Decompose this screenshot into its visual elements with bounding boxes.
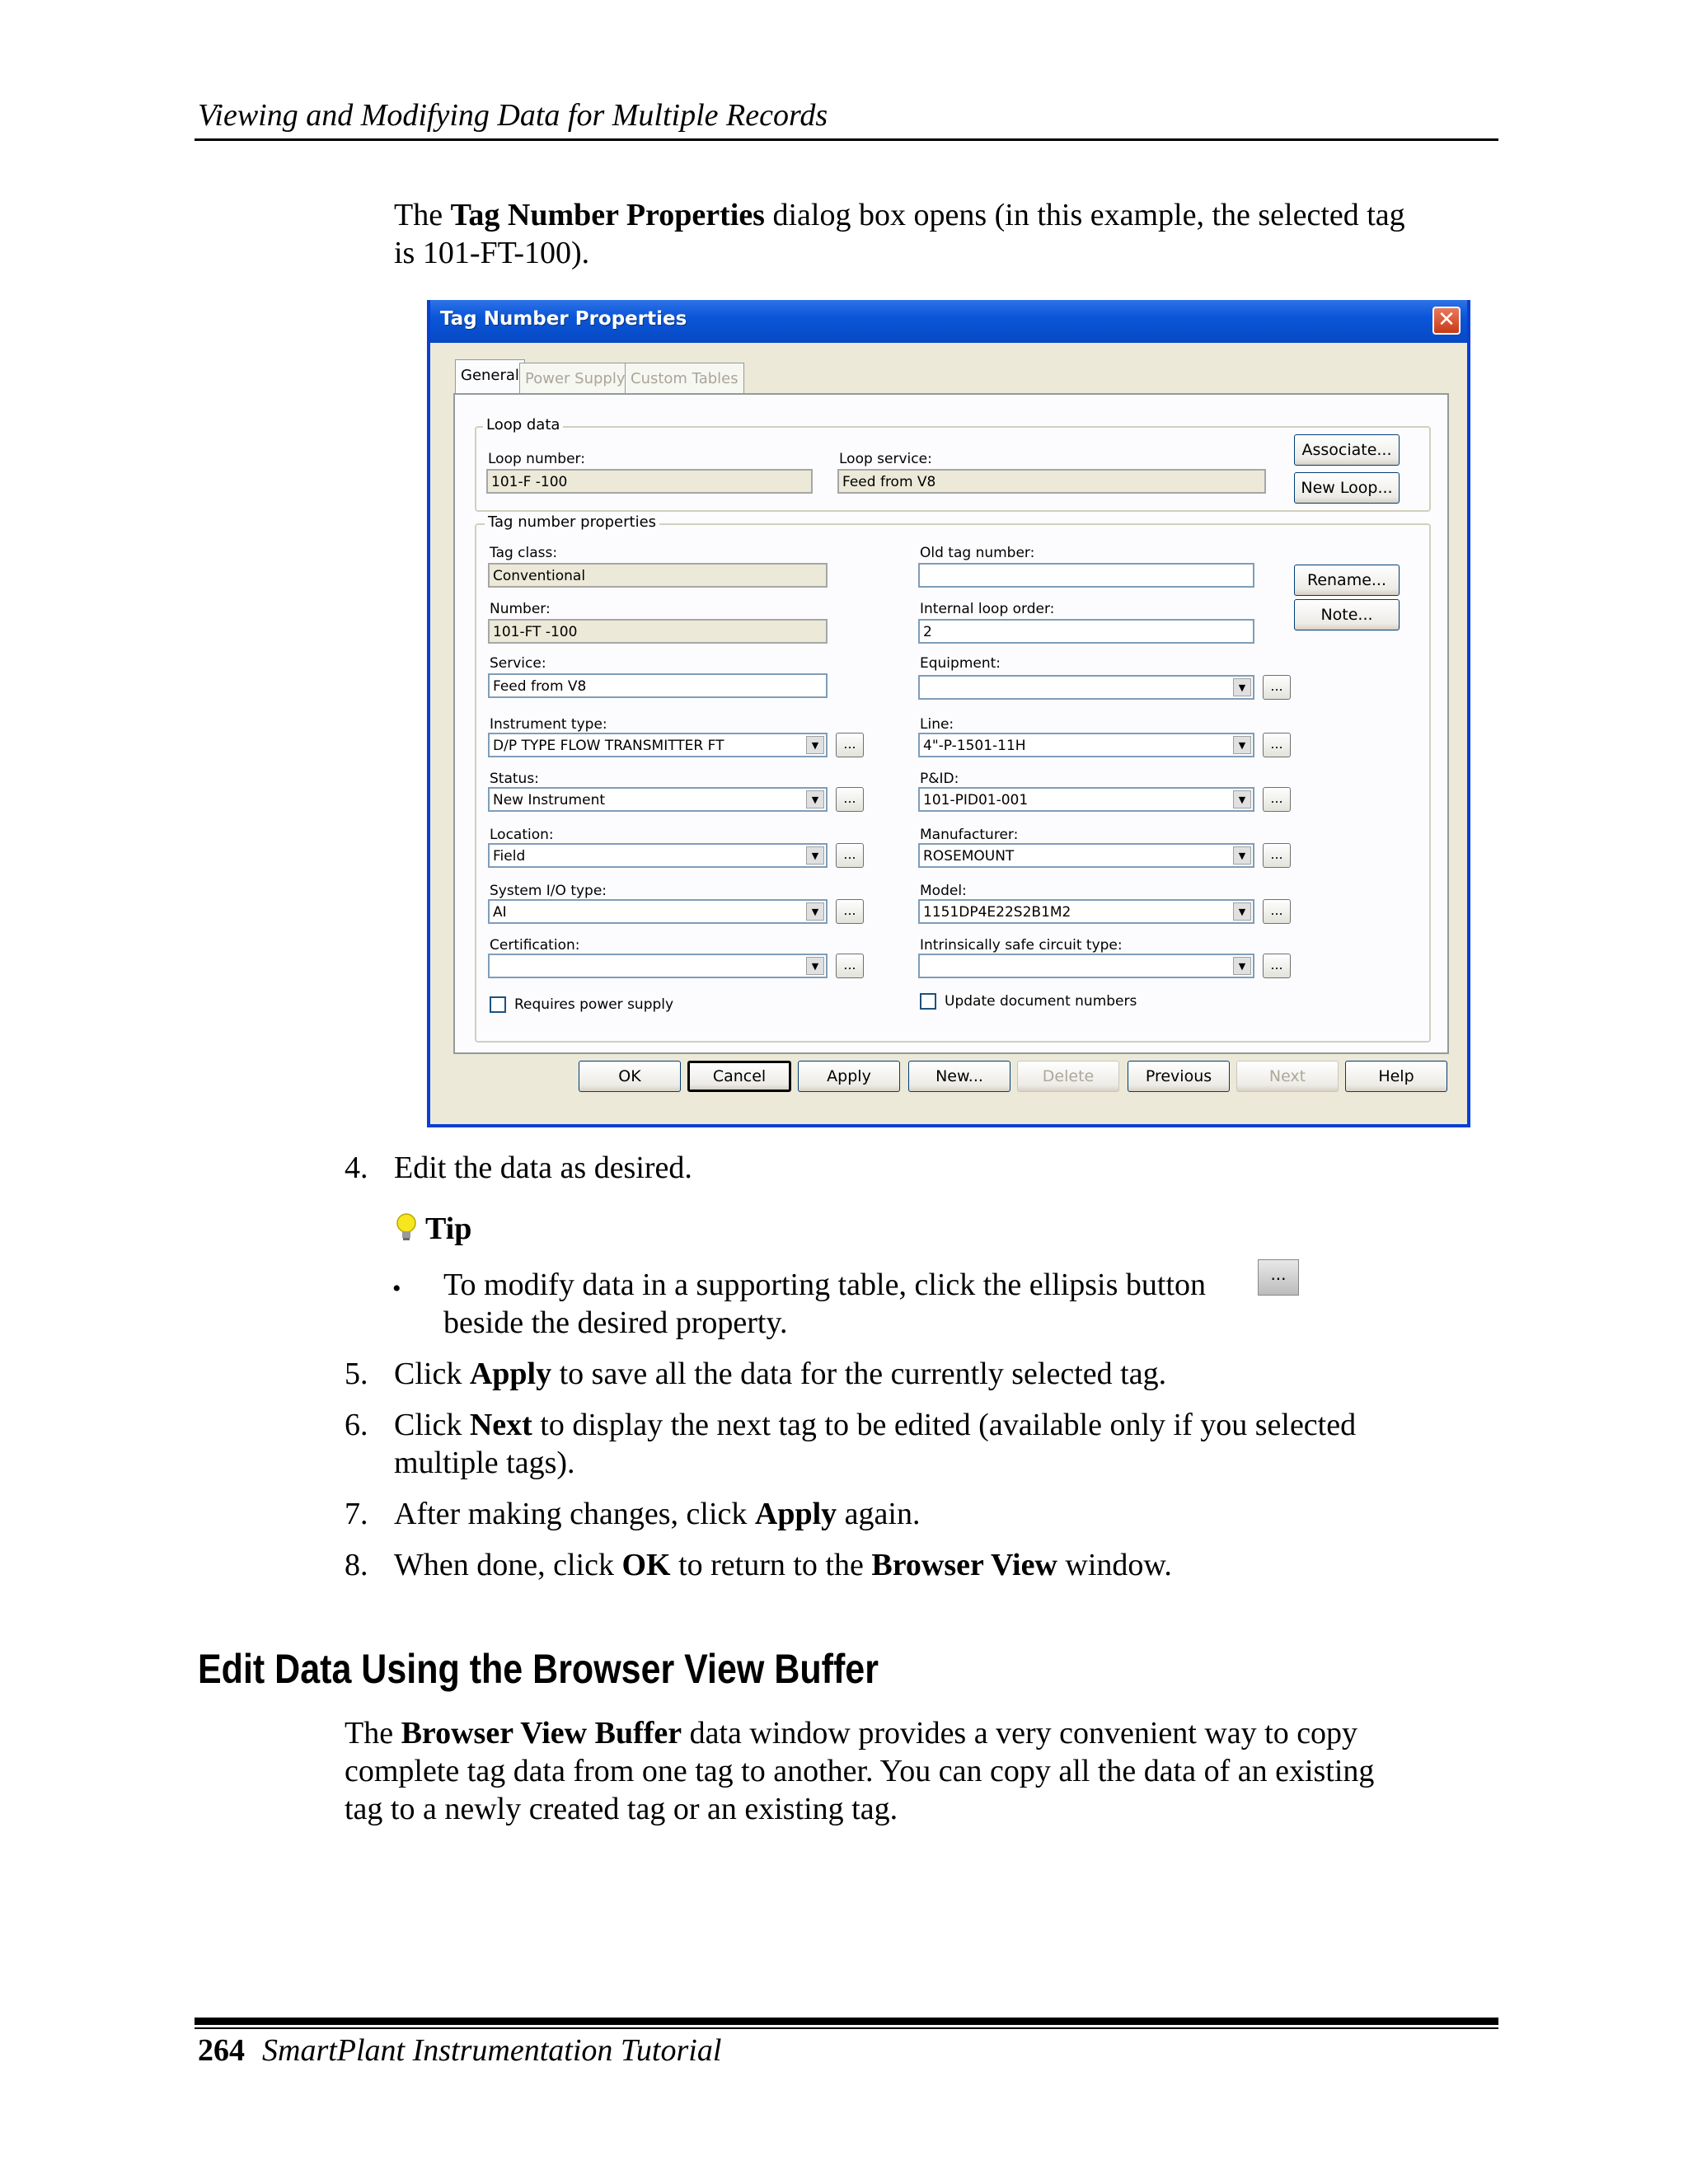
new-button[interactable]: New... <box>908 1061 1010 1092</box>
tag-number-properties-label: Tag number properties <box>485 513 659 531</box>
certification-ellipsis-button[interactable]: ... <box>836 954 864 978</box>
close-icon[interactable]: ✕ <box>1432 307 1461 335</box>
footer-rule <box>195 2018 1498 2025</box>
tag-class-label: Tag class: <box>490 545 558 561</box>
requires-power-supply-label: Requires power supply <box>514 996 674 1013</box>
system-io-type-label: System I/O type: <box>490 883 607 899</box>
ellipsis-button-icon: ... <box>1258 1259 1299 1296</box>
tab-power-supply[interactable]: Power Supply <box>519 363 631 394</box>
equipment-ellipsis-button[interactable]: ... <box>1263 675 1291 700</box>
step-5-number: 5. <box>345 1357 368 1391</box>
new-loop-button[interactable]: New Loop... <box>1294 472 1400 504</box>
system-io-type-value: AI <box>493 904 507 921</box>
pid-ellipsis-button[interactable]: ... <box>1263 787 1291 812</box>
line-select[interactable] <box>918 733 1254 757</box>
lightbulb-icon <box>394 1213 419 1241</box>
step-7-number: 7. <box>345 1497 368 1531</box>
update-document-numbers-checkbox[interactable] <box>920 993 936 1010</box>
section-paragraph: The Browser View Buffer data window provides a very convenient way to copy <box>345 1716 1358 1750</box>
step-6-text-line2: multiple tags). <box>394 1446 575 1480</box>
status-label: Status: <box>490 771 539 787</box>
chevron-down-icon[interactable]: ▼ <box>1233 790 1251 808</box>
location-select[interactable] <box>488 843 828 868</box>
pid-label: P&ID: <box>920 771 959 787</box>
location-ellipsis-button[interactable]: ... <box>836 843 864 868</box>
page-number: 264 <box>198 2033 245 2068</box>
line-label: Line: <box>920 716 954 733</box>
manufacturer-label: Manufacturer: <box>920 827 1019 843</box>
step-4-text: Edit the data as desired. <box>394 1151 692 1185</box>
manufacturer-ellipsis-button[interactable]: ... <box>1263 843 1291 868</box>
certification-label: Certification: <box>490 937 580 954</box>
instrument-type-ellipsis-button[interactable]: ... <box>836 733 864 757</box>
status-select[interactable] <box>488 787 828 812</box>
service-field[interactable]: Feed from V8 <box>488 673 828 698</box>
dialog-titlebar[interactable] <box>430 300 1467 343</box>
model-value: 1151DP4E22S2B1M2 <box>923 904 1071 921</box>
instrument-type-value: D/P TYPE FLOW TRANSMITTER FT <box>493 738 724 754</box>
section-paragraph-line2: complete tag data from one tag to another. You can copy all the data of an existing <box>345 1754 1375 1788</box>
tip-title: Tip <box>425 1212 472 1246</box>
loop-service-field[interactable]: Feed from V8 <box>837 469 1266 494</box>
cancel-button[interactable]: Cancel <box>687 1061 791 1092</box>
chevron-down-icon[interactable]: ▼ <box>1233 957 1251 975</box>
model-label: Model: <box>920 883 967 899</box>
tag-number-properties-dialog <box>427 300 1470 1127</box>
apply-button[interactable]: Apply <box>798 1061 900 1092</box>
number-label: Number: <box>490 601 551 617</box>
system-io-type-select[interactable] <box>488 899 828 924</box>
tip-line-2: beside the desired property. <box>443 1305 788 1340</box>
update-document-numbers-label: Update document numbers <box>945 993 1137 1010</box>
equipment-select[interactable] <box>918 675 1254 700</box>
step-8-number: 8. <box>345 1548 368 1582</box>
intro-paragraph-line2: is 101-FT-100). <box>394 236 590 270</box>
loop-data-label: Loop data <box>483 416 563 434</box>
requires-power-supply-checkbox[interactable] <box>490 996 506 1013</box>
previous-button[interactable]: Previous <box>1128 1061 1230 1092</box>
tip-line-1: To modify data in a supporting table, click the ellipsis button <box>443 1268 1207 1302</box>
instrument-type-select[interactable] <box>488 733 828 757</box>
internal-loop-order-label: Internal loop order: <box>920 601 1055 617</box>
service-label: Service: <box>490 655 546 672</box>
model-select[interactable] <box>918 899 1254 924</box>
loop-number-field[interactable]: 101-F -100 <box>486 469 813 494</box>
pid-select[interactable] <box>918 787 1254 812</box>
dialog-title: Tag Number Properties <box>440 308 687 330</box>
chevron-down-icon[interactable]: ▼ <box>1233 736 1251 754</box>
rename-button[interactable]: Rename... <box>1294 565 1400 596</box>
certification-select[interactable] <box>488 954 828 978</box>
section-heading: Edit Data Using the Browser View Buffer <box>198 1646 879 1692</box>
manufacturer-select[interactable] <box>918 843 1254 868</box>
instrument-type-label: Instrument type: <box>490 716 607 733</box>
intrinsically-safe-select[interactable] <box>918 954 1254 978</box>
number-field[interactable]: 101-FT -100 <box>488 619 828 644</box>
chevron-down-icon[interactable]: ▼ <box>806 957 824 975</box>
tab-general[interactable]: General <box>455 359 525 394</box>
tag-class-field[interactable]: Conventional <box>488 563 828 588</box>
delete-button[interactable]: Delete <box>1017 1061 1119 1092</box>
step-5-text: Click Apply to save all the data for the currently selected tag. <box>394 1357 1167 1391</box>
chevron-down-icon[interactable]: ▼ <box>806 790 824 808</box>
step-6-text: Click Next to display the next tag to be edited (available only if you selected <box>394 1408 1357 1442</box>
step-7-text: After making changes, click Apply again. <box>394 1497 921 1531</box>
section-paragraph-line3: tag to a newly created tag or an existing tag. <box>345 1792 898 1826</box>
book-title: SmartPlant Instrumentation Tutorial <box>262 2033 722 2068</box>
location-label: Location: <box>490 827 554 843</box>
step-6-number: 6. <box>345 1408 368 1442</box>
loop-service-label: Loop service: <box>839 451 932 467</box>
line-value: 4"-P-1501-11H <box>923 738 1026 754</box>
model-ellipsis-button[interactable]: ... <box>1263 899 1291 924</box>
general-tab-panel <box>453 393 1449 1054</box>
next-button[interactable]: Next <box>1236 1061 1339 1092</box>
old-tag-number-label: Old tag number: <box>920 545 1035 561</box>
intrinsically-safe-label: Intrinsically safe circuit type: <box>920 937 1123 954</box>
tip-bullet: • <box>392 1275 401 1302</box>
status-value: New Instrument <box>493 792 606 808</box>
ok-button[interactable]: OK <box>579 1061 681 1092</box>
chevron-down-icon[interactable]: ▼ <box>806 736 824 754</box>
chevron-down-icon[interactable]: ▼ <box>1233 678 1251 696</box>
header-rule <box>195 138 1498 141</box>
loop-number-label: Loop number: <box>488 451 585 467</box>
chevron-down-icon[interactable]: ▼ <box>1233 902 1251 921</box>
intrinsically-safe-ellipsis-button[interactable]: ... <box>1263 954 1291 978</box>
running-header: Viewing and Modifying Data for Multiple Records <box>198 98 828 133</box>
chevron-down-icon[interactable]: ▼ <box>806 902 824 921</box>
system-io-type-ellipsis-button[interactable]: ... <box>836 899 864 924</box>
old-tag-number-field[interactable] <box>918 563 1254 588</box>
internal-loop-order-field[interactable]: 2 <box>918 619 1254 644</box>
pid-value: 101-PID01-001 <box>923 792 1029 808</box>
footer-rule-thin <box>195 2027 1498 2029</box>
chevron-down-icon[interactable]: ▼ <box>1233 846 1251 865</box>
location-value: Field <box>493 848 526 865</box>
help-button[interactable]: Help <box>1345 1061 1447 1092</box>
chevron-down-icon[interactable]: ▼ <box>806 846 824 865</box>
step-8-text: When done, click OK to return to the Browser View window. <box>394 1548 1172 1582</box>
intro-paragraph: The Tag Number Properties dialog box opens (in this example, the selected tag <box>394 198 1405 232</box>
note-button[interactable]: Note... <box>1294 599 1400 630</box>
line-ellipsis-button[interactable]: ... <box>1263 733 1291 757</box>
step-4-number: 4. <box>345 1151 368 1185</box>
status-ellipsis-button[interactable]: ... <box>836 787 864 812</box>
manufacturer-value: ROSEMOUNT <box>923 848 1015 865</box>
associate-button[interactable]: Associate... <box>1294 434 1400 466</box>
tab-custom-tables[interactable]: Custom Tables <box>625 363 744 394</box>
equipment-label: Equipment: <box>920 655 1001 672</box>
